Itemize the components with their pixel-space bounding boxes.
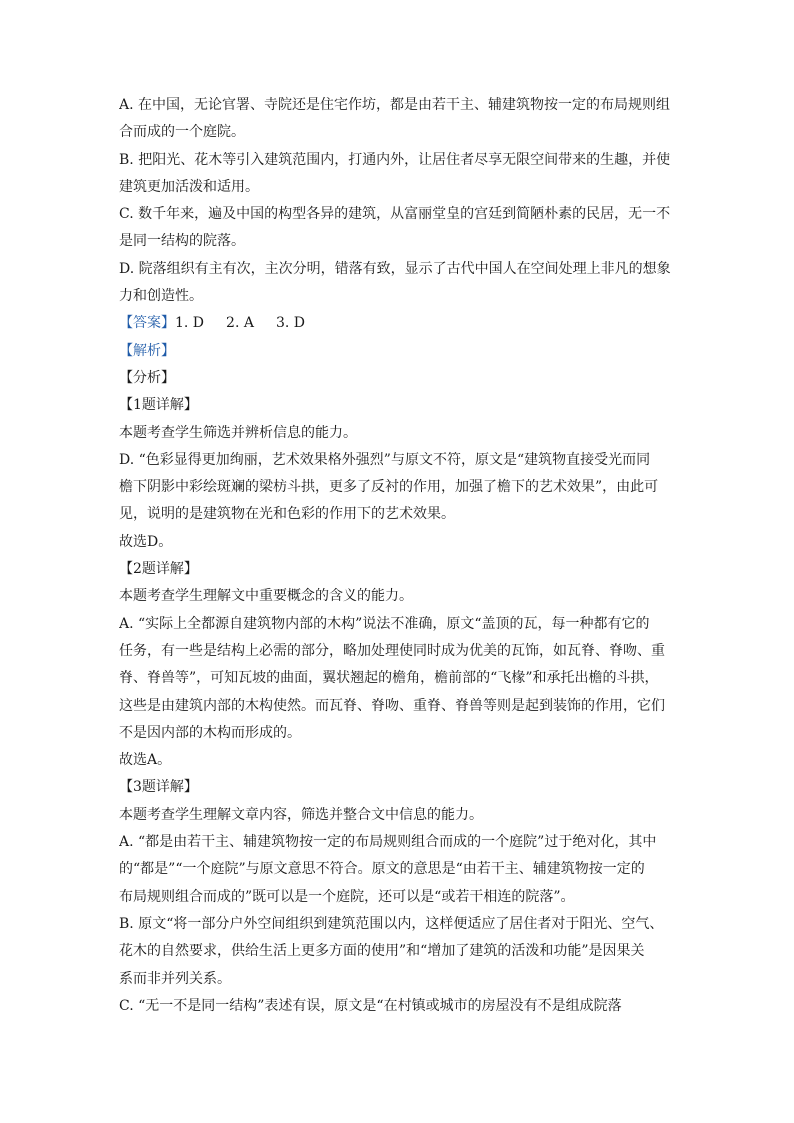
q2-title: 【2题详解】 — [119, 561, 198, 578]
q2-line: 不是因内部的木构而形成的。 — [119, 724, 301, 741]
option-d-line-1: D. 院落组织有主有次，主次分明，错落有致，显示了古代中国人在空间处理上非凡的想象 — [119, 260, 671, 277]
answer-2: 2. A — [226, 315, 254, 332]
document-page — [119, 92, 679, 1020]
q3-line: 系而非并列关系。 — [119, 970, 231, 987]
option-b-line-2: 建筑更加活泼和适用。 — [119, 178, 259, 195]
q2-line: 这些是由建筑内部的木构使然。而瓦脊、脊吻、重脊、脊兽等则是起到装饰的作用，它们 — [119, 697, 665, 714]
option-a-line-1: A. 在中国，无论官署、寺院还是住宅作坊，都是由若干主、辅建筑物按一定的布局规则组 — [119, 97, 671, 113]
q1-line: 见，说明的是建筑物在光和色彩的作用下的艺术效果。 — [119, 506, 455, 523]
q2-line: 本题考查学生理解文中重要概念的含义的能力。 — [119, 588, 413, 605]
q2-line: 任务，有一些是结构上必需的部分，略加处理使同时成为优美的瓦饰，如瓦脊、脊吻、重 — [119, 642, 665, 659]
q1-line: D. “色彩显得更加绚丽，艺术效果格外强烈”与原文不符，原文是“建筑物直接受光而同 — [119, 451, 651, 468]
option-c-line-2: 是同一结构的院落。 — [119, 233, 245, 250]
answer-line — [119, 310, 679, 337]
answer-1: 1. D — [175, 315, 205, 332]
q1-line: 故选D。 — [119, 533, 173, 550]
option-d-line-2: 力和创造性。 — [119, 288, 203, 305]
q3-line: 花木的自然要求，供给生活上更多方面的使用”和“增加了建筑的活泼和功能”是因果关 — [119, 943, 645, 960]
q2-line: A. “实际上全都源自建筑物内部的木构”说法不准确，原文“盖顶的瓦，每一种都有它的 — [119, 615, 650, 632]
option-c-line-1: C. 数千年来，遍及中国的构型各异的建筑，从富丽堂皇的宫廷到简陋朴素的民居，无一不 — [119, 206, 671, 223]
answer-label: 【答案】 — [119, 315, 175, 332]
q3-line: A. “都是由若干主、辅建筑物按一定的布局规则组合而成的一个庭院”过于绝对化，其中 — [119, 834, 657, 851]
q2-line: 脊、脊兽等”，可知瓦坡的曲面，翼状翘起的檐角，檐前部的“飞椽”和承托出檐的斗拱， — [119, 670, 659, 687]
option-a-line-2: 合而成的一个庭院。 — [119, 124, 245, 141]
q1-line: 檐下阴影中彩绘斑斓的梁枋斗拱，更多了反衬的作用，加强了檐下的艺术效果”，由此可 — [119, 479, 659, 496]
section-jiexi: 【解析】 — [119, 342, 175, 359]
section-fenxi: 【分析】 — [119, 369, 175, 386]
q2-line: 故选A。 — [119, 752, 172, 769]
q3-line: C. “无一不是同一结构”表述有误，原文是“在村镇或城市的房屋没有不是组成院落 — [119, 997, 622, 1014]
answer-3: 3. D — [275, 315, 306, 332]
q1-line: 本题考查学生筛选并辨析信息的能力。 — [119, 424, 357, 441]
q1-title: 【1题详解】 — [119, 397, 198, 414]
q3-line: 的“都是”“一个庭院”与原文意思不符合。原文的意思是“由若干主、辅建筑物按一定的 — [119, 861, 645, 878]
option-b-line-1: B. 把阳光、花木等引入建筑范围内，打通内外，让居住者尽享无限空间带来的生趣，并使 — [119, 151, 671, 168]
q3-line: 布局规则组合而成的”既可以是一个庭院，还可以是“或若干相连的院落”。 — [119, 888, 575, 905]
q3-line: B. 原文“将一部分户外空间组织到建筑范围以内，这样便适应了居住者对于阳光、空气、 — [119, 915, 664, 932]
q3-line: 本题考查学生理解文章内容，筛选并整合文中信息的能力。 — [119, 806, 483, 823]
q3-title: 【3题详解】 — [119, 779, 198, 796]
